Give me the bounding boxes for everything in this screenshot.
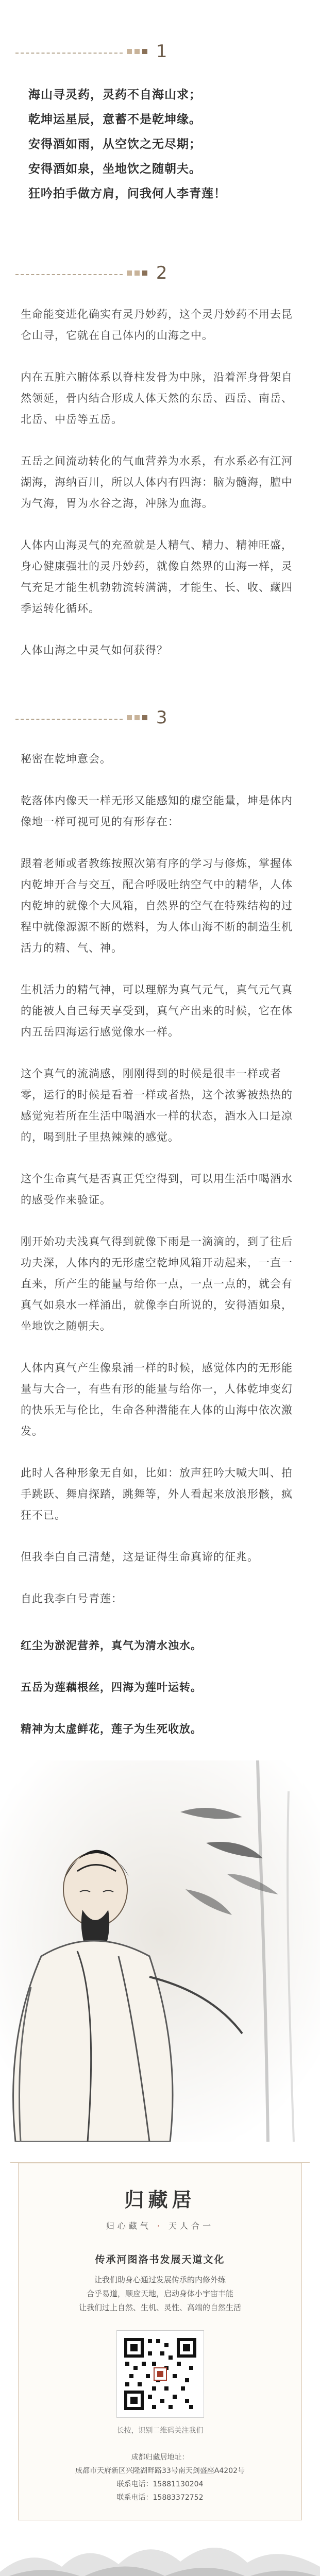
qr-tip: 长按，识别二维码关注我们: [116, 2427, 204, 2435]
paragraph: 跟着老师或者教练按照次第有序的学习与修炼，掌握体内乾坤开合与交互，配合呼吸吐纳空气中的精华，人体内乾坤的就像个大风箱，自然界的空气在特殊结构的过程中就像源源不断的燃料，为人体山海不断的制造生机活力的精、气、神。: [21, 857, 293, 954]
paragraph: 人体内山海灵气的充盈就是人精气、精力、精神旺盛，身心健康强壮的灵丹妙药，就像自然界的山海一样，灵气充足才能生机勃勃流转满满，才能生、长、收、藏四季运转化循环。: [21, 539, 293, 615]
section-number: 2: [156, 263, 167, 283]
section-2-body: [0, 299, 320, 687]
divider: [15, 274, 123, 275]
slogan-line: 让我们过上自然、生机、灵性、高端的自然生活: [78, 2303, 241, 2312]
slogan-line: 让我们助身心通过发展传承的内修外练: [94, 2275, 226, 2284]
brand-title: 归藏居: [124, 2188, 196, 2211]
poem-line: 乾坤运星辰，意蓄不是乾坤缘。: [28, 113, 201, 126]
paragraph: 但我李白自己清楚，这是证得生命真谛的征兆。: [21, 1551, 259, 1563]
paragraph: 刚开始功夫浅真气得到就像下雨是一滴滴的，到了往后功夫深，人体内的无形虚空乾坤风箱开动起来，一直一直来，所产生的能量与给你一点，一点一点的，就会有真气如泉水一样涌出，就像李白所说的，安得酒如泉，坐地饮之随朝夫。: [21, 1235, 293, 1332]
paragraph: 五岳之间流动转化的气血营养为水系，有水系必有江河湖海，海纳百川，所以人体内有四海：脑为髓海，膻中为气海，胃为水谷之海，冲脉为血海。: [21, 455, 293, 510]
brand-sub-right: 天人合一: [169, 2221, 214, 2231]
brand-subtitle: [34, 2219, 286, 2231]
dots-decoration: [127, 49, 147, 54]
poem-line: 狂吟拍手做方肩，问我何人李青莲！: [28, 187, 226, 200]
brand-sub-left: 归心藏气: [106, 2221, 151, 2231]
paragraph: 人体山海之中灵气如何获得？: [21, 644, 168, 656]
dots-decoration: [127, 270, 147, 276]
section-header-1: [0, 41, 320, 62]
quote-block: [0, 1635, 320, 1740]
slogan-body: [34, 2273, 286, 2315]
poem-line: 安得酒如雨，从空饮之无尽期；: [28, 138, 201, 151]
poem-line: 海山寻灵药，灵药不自海山求；: [28, 88, 201, 101]
section-header-3: [0, 707, 320, 728]
divider: [15, 53, 123, 54]
slogan-title: 传承河图洛书发展天道文化: [95, 2254, 225, 2265]
section-number: 1: [156, 41, 167, 62]
slogan-line: 合乎易道，顺应天地，启动身体小宇宙丰能: [86, 2289, 233, 2298]
mountain-decoration: [0, 2526, 320, 2576]
paragraph: 自此我李白号青莲：: [21, 1592, 123, 1605]
paragraph: 生命能变进化确实有灵丹妙药，这个灵丹妙药不用去昆仑山寻，它就在自己体内的山海之中。: [21, 308, 293, 342]
poem-block: [0, 62, 320, 216]
section-number: 3: [156, 707, 167, 728]
contact-line: 成都市天府新区兴隆湖畔路33号南天剑盛座A4202号: [75, 2467, 245, 2475]
paragraph: 这个真气的流淌感，刚刚得到的时候是很丰一样或者零，运行的时候是看着一样或者热，这个浓雾被热热的感觉宛若所在生活中喝酒水一样的状态，酒水入口是凉的，喝到肚子里热辣辣的感觉。: [21, 1067, 293, 1143]
brand-sub-dot: ·: [157, 2221, 163, 2231]
paragraph: 此时人各种形象无自如，比如：放声狂吟大喊大叫、拍手跳跃、舞肩探踏，跳舞等，外人看起来放浪形骸，疯狂不已。: [21, 1467, 293, 1521]
paragraph: 这个生命真气是否真正凭空得到，可以用生活中喝酒水的感受作来验证。: [21, 1173, 293, 1206]
poem-line: 安得酒如泉，坐地饮之随朝夫。: [28, 162, 201, 176]
section-3-body: [0, 743, 320, 1635]
divider: [15, 719, 123, 720]
contact-info: [34, 2451, 286, 2504]
quote-line: 红尘为淤泥营养，真气为清水浊水。: [21, 1639, 202, 1652]
dots-decoration: [127, 715, 147, 720]
paragraph: 秘密在乾坤意会。: [21, 753, 111, 765]
paragraph: 人体内真气产生像泉涌一样的时候，感觉体内的无形能量与大合一，有些有形的能量与给你一，人体乾坤变幻的快乐无与伦比，生命各种潜能在人体的山海中依次激发。: [21, 1362, 293, 1437]
brand-card: [18, 2163, 302, 2520]
qr-code[interactable]: [116, 2330, 204, 2418]
quote-line: 精神为太虚鲜花，莲子为生死收放。: [21, 1723, 202, 1735]
section-header-2: [0, 263, 320, 283]
contact-line: 成都归藏居地址：: [131, 2453, 189, 2462]
paragraph: 乾落体内像天一样无形又能感知的虚空能量，坤是体内像地一样可视可见的有形存在：: [21, 794, 293, 828]
ink-painting-illustration: [0, 1760, 320, 2142]
qr-code-icon: [122, 2336, 198, 2412]
quote-line: 五岳为莲藕根丝，四海为莲叶运转。: [21, 1681, 202, 1693]
contact-line: 联系电话：15883372752: [116, 2494, 204, 2502]
paragraph: 内在五脏六腑体系以脊柱发骨为中脉，沿着浑身骨架自然领延，骨内结合形成人体天然的东岳、西岳、南岳、北岳、中岳等五岳。: [21, 371, 293, 426]
paragraph: 生机活力的精气神，可以理解为真气元气，真气元气真的能被人自己每天享受到，真气产出来的时候，它在体内五岳四海运行感觉像水一样。: [21, 984, 293, 1038]
contact-line: 联系电话：15881130204: [116, 2480, 204, 2488]
